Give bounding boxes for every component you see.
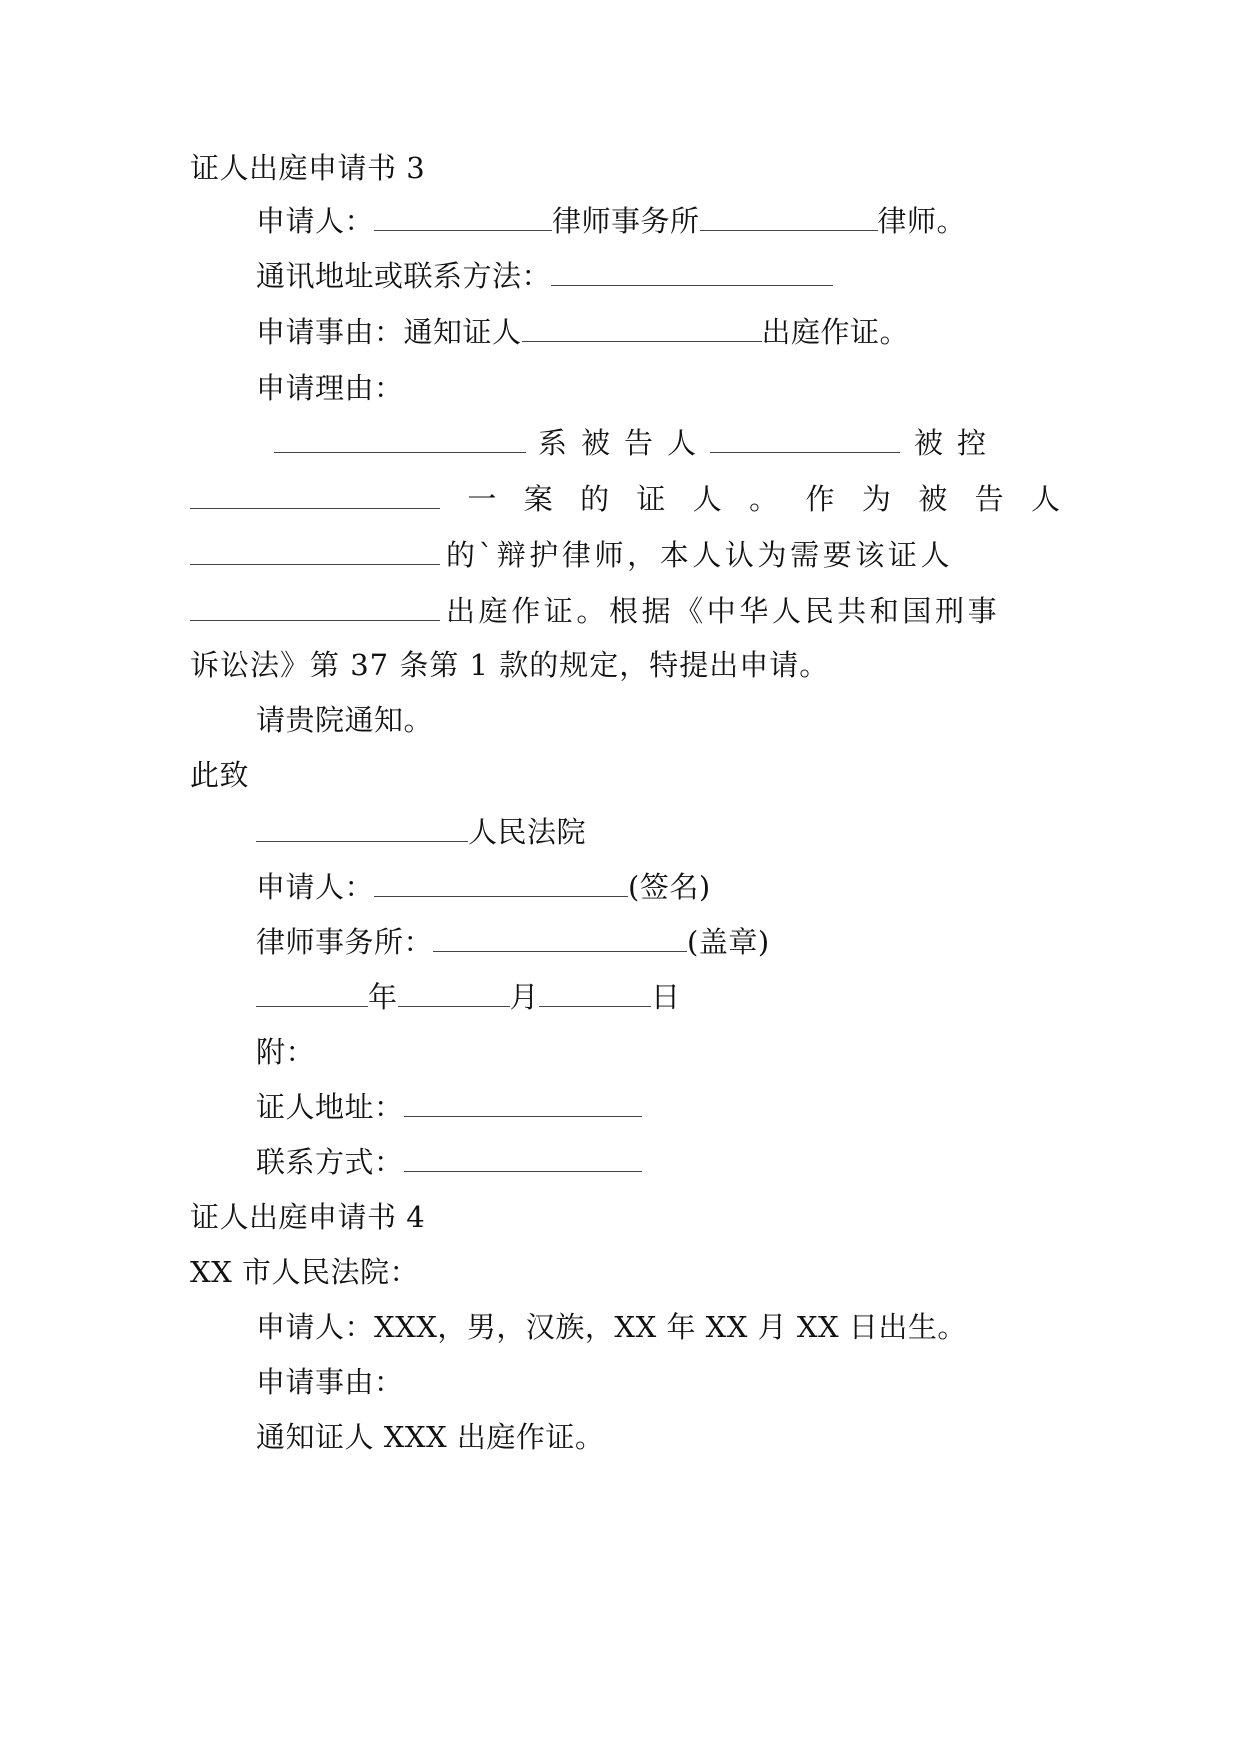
doc3-witness-address-line xyxy=(256,1087,642,1127)
sign-firm-label: 律师事务所： xyxy=(256,925,434,959)
para-l3-text: 的`辩护律师，本人认为需要该证人 xyxy=(446,538,954,572)
para-l2-char: 人 xyxy=(1030,482,1060,516)
doc3-para-line-4 xyxy=(190,591,1000,631)
date-month: 月 xyxy=(509,980,540,1014)
witness-address-label: 证人地址： xyxy=(256,1090,404,1124)
para-l2-char: 证 xyxy=(636,482,666,516)
seal-blank xyxy=(433,927,687,952)
address-label: 通讯地址或联系方法： xyxy=(256,259,552,293)
para-l2-char: 的 xyxy=(580,482,610,516)
doc3-date-line xyxy=(256,977,681,1017)
para-l1-b: 被控 xyxy=(914,426,1001,460)
doc4-reason-label: 申请事由： xyxy=(256,1365,404,1399)
doc4-court: XX 市人民法院： xyxy=(190,1255,420,1289)
doc3-grounds-label: 申请理由： xyxy=(256,371,404,405)
year-blank xyxy=(256,982,368,1007)
sign-note: (签名) xyxy=(628,870,711,904)
para-l2-char: 告 xyxy=(974,482,1004,516)
para-l1-a: 系被告人 xyxy=(538,426,711,460)
contact-label: 联系方式： xyxy=(256,1145,404,1179)
applicant-blank xyxy=(374,206,552,231)
date-day: 日 xyxy=(651,980,681,1014)
firm-text: 律师事务所 xyxy=(552,204,700,238)
reason-label: 申请事由：通知证人 xyxy=(256,315,522,349)
para-l2-char: 为 xyxy=(861,482,891,516)
para-l4-text: 出庭作证。根据《中华人民共和国刑事 xyxy=(446,594,1001,628)
doc4-applicant: 申请人：XXX，男，汉族，XX 年 XX 月 XX 日出生。 xyxy=(256,1310,967,1344)
para-l2-char: 。 xyxy=(749,482,779,516)
doc4-title: 证人出庭申请书 4 xyxy=(190,1200,426,1234)
seal-note: (盖章) xyxy=(687,925,770,959)
defendant-blank xyxy=(710,428,900,453)
doc3-attach-label: 附： xyxy=(256,1035,316,1069)
doc3-address-line xyxy=(256,256,833,296)
case-blank xyxy=(190,484,440,509)
doc3-court-line xyxy=(256,812,586,852)
doc3-reason-line xyxy=(256,312,909,352)
doc3-salutation: 此致 xyxy=(190,758,250,792)
para-l2-char: 被 xyxy=(918,482,948,516)
para-l2-char: 一 xyxy=(467,482,497,516)
doc3-para-line-5: 诉讼法》第 37 条第 1 款的规定，特提出申请。 xyxy=(190,648,830,682)
applicant-label: 申请人： xyxy=(256,204,375,238)
contact-blank xyxy=(404,1147,642,1172)
court-text: 人民法院 xyxy=(468,815,587,849)
date-year: 年 xyxy=(368,980,398,1014)
address-blank xyxy=(551,261,833,286)
doc3-contact-line xyxy=(256,1142,642,1182)
witness-blank xyxy=(522,317,762,342)
doc3-title: 证人出庭申请书 3 xyxy=(190,151,426,185)
doc3-para-line-1 xyxy=(274,423,1000,463)
defendant-name-blank xyxy=(190,540,440,565)
lawyer-blank xyxy=(700,206,878,231)
doc3-para-line-3 xyxy=(190,535,953,575)
para-l2-char: 案 xyxy=(523,482,553,516)
doc3-applicant-line xyxy=(256,201,966,241)
doc3-request: 请贵院通知。 xyxy=(256,703,434,737)
para-l2-char: 作 xyxy=(805,482,835,516)
sign-applicant-label: 申请人： xyxy=(256,870,375,904)
para-l2-char: 人 xyxy=(692,482,722,516)
reason-tail: 出庭作证。 xyxy=(761,315,910,349)
doc3-para-line-2 xyxy=(190,479,1060,519)
doc3-sign-firm-line xyxy=(256,922,770,962)
lawyer-text: 律师。 xyxy=(877,204,967,238)
witness-name-blank xyxy=(274,428,526,453)
witness-name-blank-2 xyxy=(190,596,440,621)
day-blank xyxy=(539,982,651,1007)
court-blank xyxy=(256,817,468,842)
doc3-sign-applicant-line xyxy=(256,867,711,907)
witness-address-blank xyxy=(404,1092,642,1117)
signature-blank xyxy=(374,872,628,897)
doc4-reason: 通知证人 XXX 出庭作证。 xyxy=(256,1420,605,1454)
month-blank xyxy=(398,982,510,1007)
